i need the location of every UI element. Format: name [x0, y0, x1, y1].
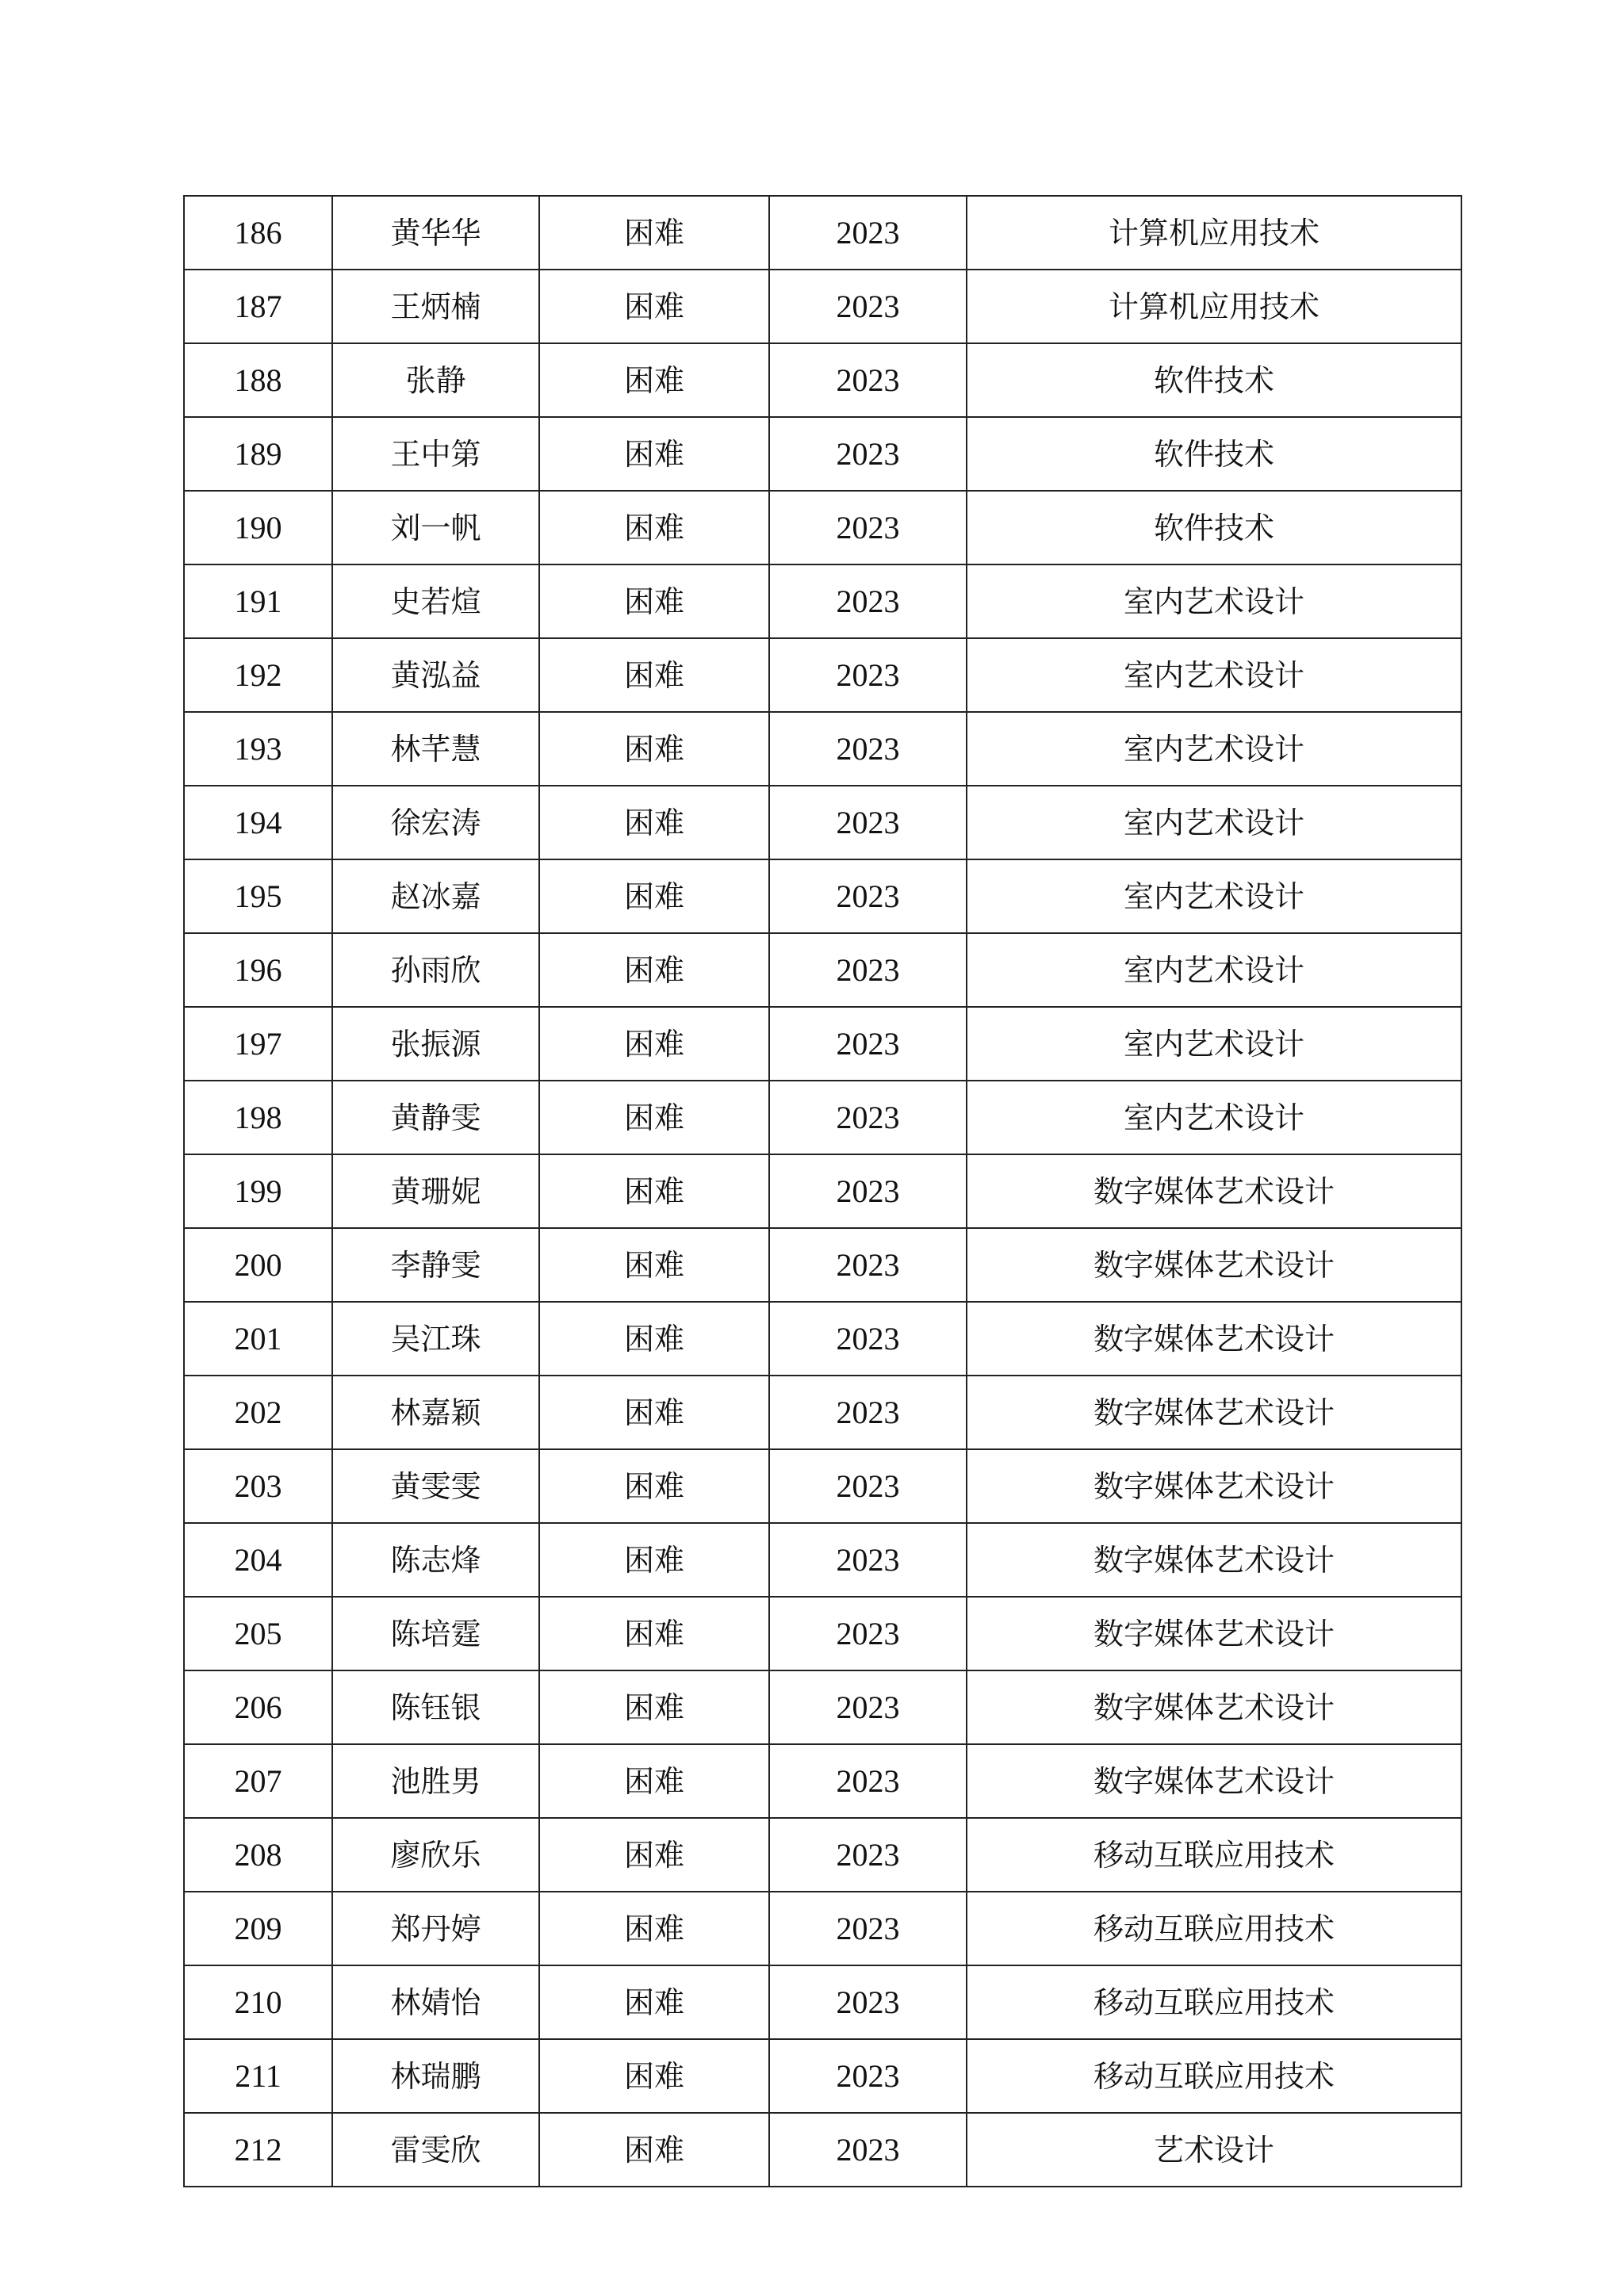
table-row	[184, 2113, 1461, 2187]
cell-number: 201	[184, 1302, 332, 1376]
cell-major: 数字媒体艺术设计	[967, 1597, 1461, 1670]
cell-status: 困难	[539, 1965, 769, 2039]
cell-number: 208	[184, 1818, 332, 1892]
cell-major: 室内艺术设计	[967, 564, 1461, 638]
cell-number: 196	[184, 933, 332, 1007]
cell-major: 数字媒体艺术设计	[967, 1154, 1461, 1228]
table-row	[184, 196, 1461, 270]
cell-name: 黄雯雯	[332, 1449, 539, 1523]
cell-status: 困难	[539, 2039, 769, 2113]
cell-year: 2023	[769, 1523, 967, 1597]
table-row	[184, 1228, 1461, 1302]
cell-status: 困难	[539, 1670, 769, 1744]
table-body	[184, 196, 1461, 2187]
cell-major: 软件技术	[967, 417, 1461, 491]
cell-name: 黄华华	[332, 196, 539, 270]
cell-status: 困难	[539, 786, 769, 859]
cell-name: 赵冰嘉	[332, 859, 539, 933]
cell-year: 2023	[769, 1007, 967, 1081]
cell-name: 史若煊	[332, 564, 539, 638]
cell-year: 2023	[769, 1818, 967, 1892]
cell-major: 软件技术	[967, 343, 1461, 417]
cell-number: 210	[184, 1965, 332, 2039]
cell-year: 2023	[769, 343, 967, 417]
cell-status: 困难	[539, 2113, 769, 2187]
cell-status: 困难	[539, 1818, 769, 1892]
cell-name: 张振源	[332, 1007, 539, 1081]
cell-year: 2023	[769, 1376, 967, 1449]
cell-major: 数字媒体艺术设计	[967, 1302, 1461, 1376]
cell-major: 计算机应用技术	[967, 196, 1461, 270]
cell-year: 2023	[769, 2039, 967, 2113]
table-row	[184, 933, 1461, 1007]
cell-number: 197	[184, 1007, 332, 1081]
table-row	[184, 638, 1461, 712]
cell-name: 吴江珠	[332, 1302, 539, 1376]
table-row	[184, 1744, 1461, 1818]
cell-name: 池胜男	[332, 1744, 539, 1818]
cell-year: 2023	[769, 933, 967, 1007]
cell-name: 王炳楠	[332, 270, 539, 343]
cell-year: 2023	[769, 1228, 967, 1302]
cell-major: 室内艺术设计	[967, 786, 1461, 859]
cell-number: 203	[184, 1449, 332, 1523]
cell-year: 2023	[769, 564, 967, 638]
cell-status: 困难	[539, 1523, 769, 1597]
cell-status: 困难	[539, 1007, 769, 1081]
table-row	[184, 491, 1461, 564]
cell-number: 207	[184, 1744, 332, 1818]
cell-year: 2023	[769, 417, 967, 491]
cell-number: 212	[184, 2113, 332, 2187]
table-row	[184, 343, 1461, 417]
cell-status: 困难	[539, 859, 769, 933]
table-row	[184, 417, 1461, 491]
cell-status: 困难	[539, 1597, 769, 1670]
cell-major: 室内艺术设计	[967, 712, 1461, 786]
cell-name: 孙雨欣	[332, 933, 539, 1007]
cell-number: 186	[184, 196, 332, 270]
cell-name: 黄静雯	[332, 1081, 539, 1154]
table-row	[184, 859, 1461, 933]
cell-status: 困难	[539, 270, 769, 343]
cell-status: 困难	[539, 1449, 769, 1523]
cell-number: 191	[184, 564, 332, 638]
table-row	[184, 1154, 1461, 1228]
cell-name: 陈钰银	[332, 1670, 539, 1744]
cell-number: 188	[184, 343, 332, 417]
cell-major: 数字媒体艺术设计	[967, 1670, 1461, 1744]
cell-year: 2023	[769, 1597, 967, 1670]
table-row	[184, 270, 1461, 343]
cell-year: 2023	[769, 270, 967, 343]
cell-major: 移动互联应用技术	[967, 1818, 1461, 1892]
cell-name: 王中第	[332, 417, 539, 491]
cell-major: 室内艺术设计	[967, 1081, 1461, 1154]
cell-number: 198	[184, 1081, 332, 1154]
cell-year: 2023	[769, 1965, 967, 2039]
table-row	[184, 2039, 1461, 2113]
cell-name: 林婧怡	[332, 1965, 539, 2039]
cell-name: 刘一帆	[332, 491, 539, 564]
cell-status: 困难	[539, 1376, 769, 1449]
cell-name: 黄泓益	[332, 638, 539, 712]
cell-major: 数字媒体艺术设计	[967, 1744, 1461, 1818]
table-row	[184, 1670, 1461, 1744]
cell-number: 187	[184, 270, 332, 343]
cell-name: 雷雯欣	[332, 2113, 539, 2187]
table-row	[184, 1965, 1461, 2039]
cell-number: 193	[184, 712, 332, 786]
cell-name: 林瑞鹏	[332, 2039, 539, 2113]
cell-name: 黄珊妮	[332, 1154, 539, 1228]
cell-year: 2023	[769, 786, 967, 859]
cell-year: 2023	[769, 712, 967, 786]
cell-status: 困难	[539, 1154, 769, 1228]
cell-status: 困难	[539, 1081, 769, 1154]
cell-year: 2023	[769, 1154, 967, 1228]
table-row	[184, 1597, 1461, 1670]
cell-major: 数字媒体艺术设计	[967, 1376, 1461, 1449]
cell-name: 徐宏涛	[332, 786, 539, 859]
cell-number: 190	[184, 491, 332, 564]
table-row	[184, 712, 1461, 786]
cell-number: 204	[184, 1523, 332, 1597]
cell-name: 林芊慧	[332, 712, 539, 786]
cell-status: 困难	[539, 1892, 769, 1965]
cell-status: 困难	[539, 343, 769, 417]
cell-year: 2023	[769, 1449, 967, 1523]
cell-number: 189	[184, 417, 332, 491]
cell-name: 林嘉颖	[332, 1376, 539, 1449]
cell-year: 2023	[769, 196, 967, 270]
table-row	[184, 1007, 1461, 1081]
table-row	[184, 1376, 1461, 1449]
table-row	[184, 1892, 1461, 1965]
cell-number: 206	[184, 1670, 332, 1744]
cell-major: 移动互联应用技术	[967, 1965, 1461, 2039]
cell-major: 软件技术	[967, 491, 1461, 564]
cell-number: 209	[184, 1892, 332, 1965]
cell-status: 困难	[539, 1744, 769, 1818]
cell-major: 室内艺术设计	[967, 933, 1461, 1007]
cell-status: 困难	[539, 933, 769, 1007]
cell-number: 192	[184, 638, 332, 712]
cell-year: 2023	[769, 1670, 967, 1744]
cell-status: 困难	[539, 712, 769, 786]
cell-status: 困难	[539, 417, 769, 491]
cell-status: 困难	[539, 638, 769, 712]
cell-major: 计算机应用技术	[967, 270, 1461, 343]
table-row	[184, 1302, 1461, 1376]
cell-name: 张静	[332, 343, 539, 417]
cell-status: 困难	[539, 564, 769, 638]
cell-number: 205	[184, 1597, 332, 1670]
cell-number: 211	[184, 2039, 332, 2113]
cell-name: 郑丹婷	[332, 1892, 539, 1965]
table-row	[184, 1818, 1461, 1892]
table-row	[184, 1523, 1461, 1597]
cell-major: 移动互联应用技术	[967, 2039, 1461, 2113]
cell-number: 199	[184, 1154, 332, 1228]
cell-major: 艺术设计	[967, 2113, 1461, 2187]
cell-status: 困难	[539, 1302, 769, 1376]
cell-year: 2023	[769, 1744, 967, 1818]
cell-major: 数字媒体艺术设计	[967, 1228, 1461, 1302]
cell-major: 室内艺术设计	[967, 638, 1461, 712]
cell-year: 2023	[769, 859, 967, 933]
cell-name: 陈培霆	[332, 1597, 539, 1670]
table-row	[184, 786, 1461, 859]
cell-name: 陈志烽	[332, 1523, 539, 1597]
student-list-table	[183, 195, 1462, 2187]
cell-name: 廖欣乐	[332, 1818, 539, 1892]
cell-number: 195	[184, 859, 332, 933]
cell-status: 困难	[539, 491, 769, 564]
cell-major: 数字媒体艺术设计	[967, 1449, 1461, 1523]
cell-major: 室内艺术设计	[967, 1007, 1461, 1081]
cell-number: 194	[184, 786, 332, 859]
cell-name: 李静雯	[332, 1228, 539, 1302]
cell-year: 2023	[769, 1081, 967, 1154]
cell-year: 2023	[769, 638, 967, 712]
cell-year: 2023	[769, 1302, 967, 1376]
cell-number: 202	[184, 1376, 332, 1449]
table-row	[184, 1449, 1461, 1523]
cell-major: 室内艺术设计	[967, 859, 1461, 933]
cell-major: 数字媒体艺术设计	[967, 1523, 1461, 1597]
table-row	[184, 564, 1461, 638]
cell-major: 移动互联应用技术	[967, 1892, 1461, 1965]
cell-year: 2023	[769, 2113, 967, 2187]
cell-number: 200	[184, 1228, 332, 1302]
cell-year: 2023	[769, 1892, 967, 1965]
table-row	[184, 1081, 1461, 1154]
cell-year: 2023	[769, 491, 967, 564]
cell-status: 困难	[539, 1228, 769, 1302]
cell-status: 困难	[539, 196, 769, 270]
